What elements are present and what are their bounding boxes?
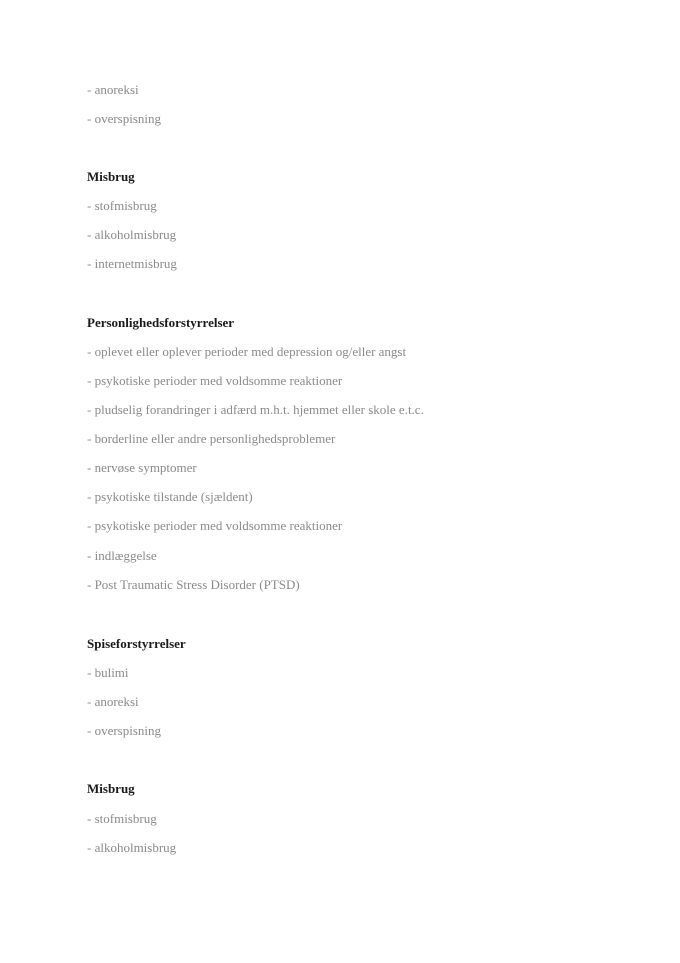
list-item: - anoreksi [87, 82, 139, 97]
list-item: - psykotiske perioder med voldsomme reaktioner [87, 373, 343, 388]
list-item: - pludselig forandringer i adfærd m.h.t. hjemmet eller skole e.t.c. [87, 402, 424, 417]
list-item: - indlæggelse [87, 548, 157, 563]
list-item: - psykotiske tilstande (sjældent) [87, 489, 253, 504]
list-item: - overspisning [87, 723, 162, 738]
list-item: - overspisning [87, 111, 162, 126]
list-item: - oplevet eller oplever perioder med depression og/eller angst [87, 344, 407, 359]
list-item: - stofmisbrug [87, 811, 157, 826]
list-item: - borderline eller andre personlighedsproblemer [87, 431, 336, 446]
section-heading-misbrug: Misbrug [87, 169, 135, 184]
section-heading-misbrug: Misbrug [87, 781, 135, 796]
list-item: - alkoholmisbrug [87, 840, 177, 855]
list-item: - internetmisbrug [87, 256, 177, 271]
list-item: - bulimi [87, 665, 129, 680]
list-item: - psykotiske perioder med voldsomme reaktioner [87, 518, 343, 533]
list-item: - stofmisbrug [87, 198, 157, 213]
section-heading-spiseforstyrrelser: Spiseforstyrrelser [87, 636, 186, 651]
list-item: - Post Traumatic Stress Disorder (PTSD) [87, 577, 300, 592]
list-item: - anoreksi [87, 694, 139, 709]
list-item: - nervøse symptomer [87, 460, 197, 475]
section-heading-personlighedsforstyrrelser: Personlighedsforstyrrelser [87, 315, 235, 330]
list-item: - alkoholmisbrug [87, 227, 177, 242]
